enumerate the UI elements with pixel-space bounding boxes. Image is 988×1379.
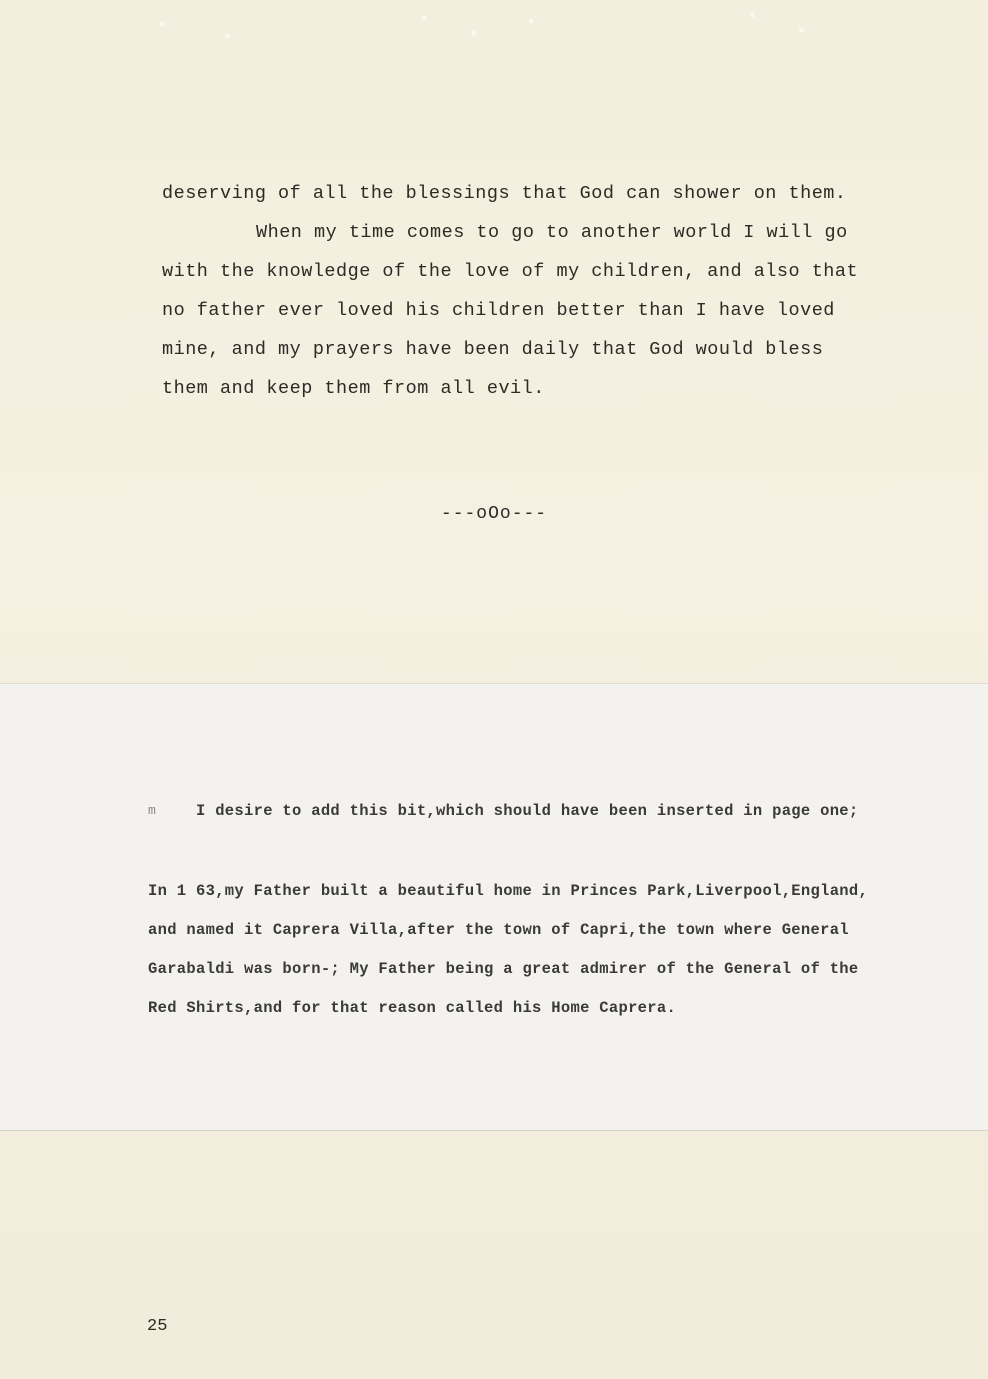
insert-line: and named it Caprera Villa,after the town of Capri,the town where General (148, 921, 849, 939)
letter-line: When my time comes to go to another world I will go (256, 222, 848, 243)
letter-line: mine, and my prayers have been daily that God would bless (162, 339, 824, 360)
embossed-seal-marks (80, 0, 900, 60)
insert-line: Red Shirts,and for that reason called his Home Caprera. (148, 999, 677, 1017)
margin-mark: m (148, 803, 157, 818)
section-divider: ---oOo--- (440, 504, 548, 524)
insert-note-text: I desire to add this bit,which should have been inserted in page one; (196, 802, 859, 820)
letter-line: no father ever loved his children better than I have loved (162, 300, 835, 321)
letter-line: with the knowledge of the love of my children, and also that (162, 261, 859, 282)
insert-paragraph (148, 872, 908, 1028)
pasted-insert-slip (0, 684, 988, 1130)
letter-body (162, 174, 882, 408)
letter-line: them and keep them from all evil. (162, 378, 545, 399)
page-number: 25 (147, 1317, 168, 1336)
insert-note (148, 796, 908, 826)
insert-line: Garabaldi was born-; My Father being a great admirer of the General of the (148, 960, 859, 978)
insert-line: In 1 63,my Father built a beautiful home in Princes Park,Liverpool,England, (148, 882, 869, 900)
insert-text (148, 796, 908, 1028)
letter-line: deserving of all the blessings that God can shower on them. (162, 183, 847, 204)
